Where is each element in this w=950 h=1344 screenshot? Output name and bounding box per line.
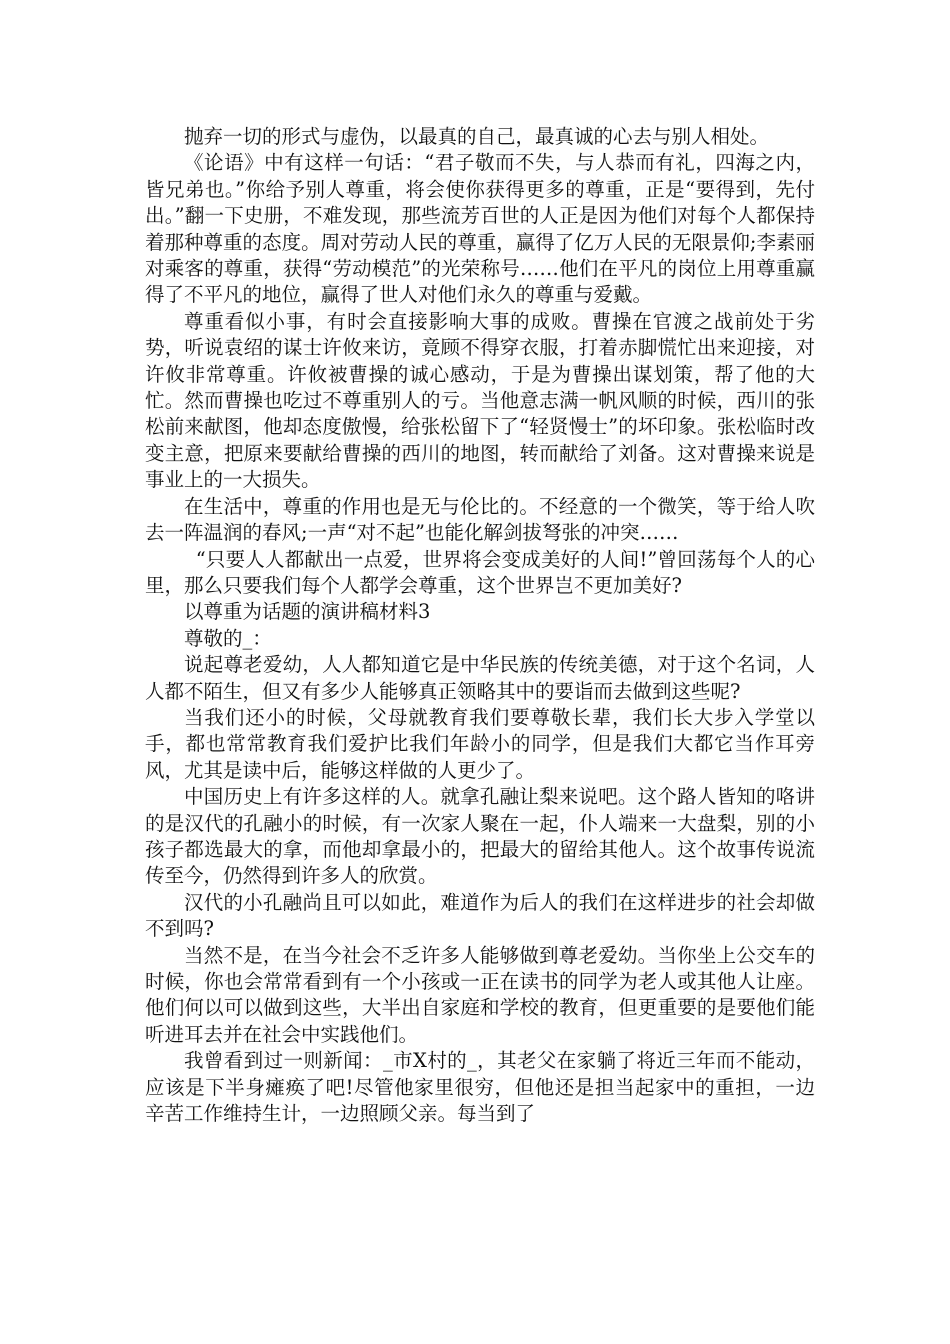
paragraph-9: 汉代的小孔融尚且可以如此，难道作为后人的我们在这样进步的社会却做不到吗? <box>145 890 815 941</box>
paragraph-3: 尊重看似小事，有时会直接影响大事的成败。曹操在官渡之战前处于劣势，听说袁绍的谋士许攸来访，竟顾不得穿衣服，打着赤脚慌忙出来迎接，对许攸非常尊重。许攸被曹操的诚心感动，于是为曹操出谋划策，帮了他的大忙。然而曹操也吃过不尊重别人的亏。当他意志满一帆风顺的时候，西川的张松前来献图，他却态度傲慢，给张松留下了“轻贤慢士”的坏印象。张松临时改变主意，把原来要献给曹操的西川的地图，转而献给了刘备。这对曹操来说是事业上的一大损失。 <box>145 309 815 492</box>
paragraph-5: “只要人人都献出一点爱，世界将会变成美好的人间!”曾回荡每个人的心里，那么只要我们每个人都学会尊重，这个世界岂不更加美好? <box>145 547 815 597</box>
paragraph-10: 当然不是，在当今社会不乏许多人能够做到尊老爱幼。当你坐上公交车的时候，你也会常常看到有一个小孩或一正在读书的同学为老人或其他人让座。他们何以可以做到这些，大半出自家庭和学校的教育，但更重要的是要他们能听进耳去并在社会中实践他们。 <box>145 943 815 1046</box>
paragraph-1: 抛弃一切的形式与虚伪，以最真的自己，最真诚的心去与别人相处。 <box>184 125 770 148</box>
paragraph-4: 在生活中，尊重的作用也是无与伦比的。不经意的一个微笑，等于给人吹去一阵温润的春风;一声“对不起”也能化解剑拔弩张的冲突…… <box>145 494 815 545</box>
paragraph-7: 当我们还小的时候，父母就教育我们要尊敬长辈，我们长大步入学堂以手，都也常常教育我们爱护比我们年龄小的同学，但是我们大都它当作耳旁风，尤其是读中后，能够这样做的人更少了。 <box>145 705 815 782</box>
paragraph-8: 中国历史上有许多这样的人。就拿孔融让梨来说吧。这个路人皆知的咯讲的是汉代的孔融小的时候，有一次家人聚在一起，仆人端来一大盘梨，别的小孩子都选最大的拿，而他却拿最小的，把最大的留给其他人。这个故事传说流传至今，仍然得到许多人的欣赏。 <box>145 785 815 888</box>
section-heading: 以尊重为话题的演讲稿材料3 <box>184 600 431 624</box>
paragraph-6: 说起尊老爱幼，人人都知道它是中华民族的传统美德，对于这个名词，人人都不陌生，但又有多少人能够真正领略其中的要诣而去做到这些呢? <box>145 653 815 703</box>
paragraph-11: 我曾看到过一则新闻：_市X村的_，其老父在家躺了将近三年而不能动，应该是下半身瘫痪了吧!尽管他家里很穷，但他还是担当起家中的重担，一边辛苦工作维持生计，一边照顾父亲。每当到了 <box>145 1049 815 1126</box>
document-body <box>145 124 815 1127</box>
paragraph-2: 《论语》中有这样一句话：“君子敬而不失，与人恭而有礼，四海之内，皆兄弟也。”你给予别人尊重，将会使你获得更多的尊重，正是“要得到，先付出。”翻一下史册，不难发现，那些流芳百世的人正是因为他们对每个人都保持着那种尊重的态度。周对劳动人民的尊重，赢得了亿万人民的无限景仰;李素丽对乘客的尊重，获得“劳动模范”的光荣称号……他们在平凡的岗位上用尊重赢得了不平凡的地位，赢得了世人对他们永久的尊重与爱戴。 <box>145 151 815 307</box>
salutation: 尊敬的_： <box>184 626 272 650</box>
